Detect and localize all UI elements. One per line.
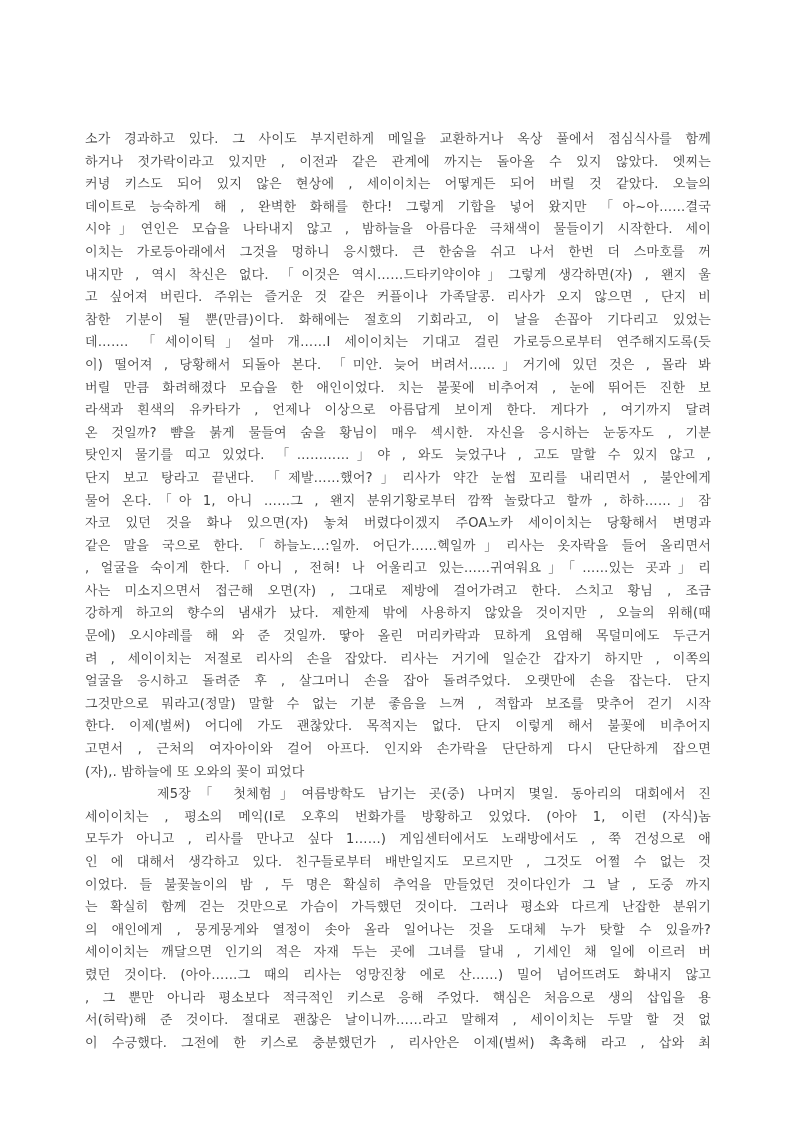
text-line: 는 확실히 함께 걷는 것만으로 가슴이 가득했던 것이다. 그러나 평소와 다르게 난잡한 분위기	[85, 900, 711, 916]
text-line: 커녕 키스도 되어 있지 않은 현상에 , 세이이치는 어떻게든 되어 버릴 것 같았다. 오늘의	[85, 177, 711, 193]
text-line: 소가 경과하고 있다. 그 사이도 부지런하게 메일을 교환하거나 옥상 풀에서 점심식사를 함께	[85, 132, 711, 147]
text-line: 같은 말을 국으로 한다.「하늘노…:일까. 어딘가……헥일까」리사는 옷자락을 들어 올리면서	[85, 538, 711, 554]
text-line: 하거나 젓가락이라고 있지만 , 이전과 같은 관계에 까지는 돌아올 수 있지 않았다. 엣찌는	[85, 154, 711, 170]
text-line: 고 싶어져 버린다. 주위는 즐거운 것 같은 커플이나 가족달콩. 리사가 오지 않으면 , 단지 비	[85, 290, 711, 306]
text-line: 단지 보고 탕라고 끝낸다. 「제발……했어?」리사가 약간 눈썹 꼬리를 내리면서 , 불안에게	[85, 470, 711, 486]
text-line: 시야」연인은 모습을 나타내지 않고 , 밤하늘을 아름다운 극채색이 물들이기 시작한다. 세이	[85, 222, 711, 238]
text-line: 사는 미소지으면서 접근해 오면(자) , 그대로 제방에 걸어가려고 한다. 스치고 황님 , 조금	[85, 583, 711, 599]
text-line: 이치는 가로등아래에서 그것을 멍하니 응시했다. 큰 한숨을 쉬고 나서 한번 더 스마호를 꺼	[85, 244, 711, 260]
text-line: 온 것일까? 뺨을 붉게 물들여 숨을 황님이 매우 섹시한. 자신을 응시하는 눈동자도 , 기분	[85, 425, 711, 441]
text-line: 데이트로 능숙하게 해 , 완벽한 화해를 한다! 그렇게 기합을 넣어 왔지만 「아~아……결국	[85, 199, 711, 215]
text-line: 이) 떨어져 , 당황해서 되돌아 본다. 「미안. 늦어 버려서……」거기에 있던 것은 , 몰라 봐	[85, 357, 711, 373]
text-line: 세이이치는 , 평소의 메익(I로 오후의 번화가를 방황하고 있었다. (아아 1, 이런 (자식)놈	[85, 809, 711, 825]
text-line: 문에) 오시야레를 해 와 준 것일까. 땋아 올린 머리카락과 묘하게 요염해 목덜미에도 두근거	[85, 629, 711, 645]
text-line: 그것만으로 뭐라고(정말) 말할 수 없는 기분 좋음을 느껴 , 적합과 보조를 맞추어 걷기 시작	[85, 696, 711, 712]
text-line: 버릴 만큼 화려해졌다 모습을 한 애인이었다. 치는 불꽃에 비추어져 , 눈에 뛰어든 진한 보	[85, 380, 711, 396]
text-line: 내지만 , 역시 착신은 없다. 「이것은 역시……드타키약이야」그렇게 생각하면(자) , 왠지 울	[85, 267, 711, 283]
text-line: 얼굴을 응시하고 돌려준 후 , 살그머니 손을 잡아 돌려주었다. 오랫만에 손을 잡는다. 단지	[85, 674, 711, 690]
text-line: 고면서 , 근처의 여자아이와 걸어 아프다. 인지와 손가락을 단단하게 다시 단단하게 잡으면	[85, 742, 711, 758]
text-line: 인 에 대해서 생각하고 있다. 친구들로부터 배반일지도 모르지만 , 그것도 어쩔 수 없는 것	[85, 855, 711, 870]
page-text	[85, 129, 711, 1055]
text-line: , 그 뿐만 아니라 평소보다 적극적인 키스로 응해 주었다. 핵심은 처음으로 생의 삽입을 용	[85, 990, 711, 1006]
text-line: 강하게 하고의 향수의 냄새가 났다. 제한제 밖에 사용하지 않았을 것이지만 , 오늘의 위해(때	[85, 606, 711, 622]
text-line: 세이이치는 깨달으면 인기의 적은 자재 두는 곳에 그녀를 달내 , 기세인 채 일에 이르러 버	[85, 945, 711, 961]
text-line: 모두가 아니고 , 리사를 만나고 싶다 1……) 게임센터에서도 노래방에서도 , 쭉 건성으로 애	[85, 832, 711, 848]
text-line: 의 애인에게 , 뭉게뭉게와 열정이 솟아 올라 일어나는 것을 도대체 누가 탓할 수 있을까?	[85, 922, 711, 938]
text-line: 이 수긍했다. 그전에 한 키스로 충분했던가 , 리사안은 이제(벌써) 촉촉해 라고 , 삽와 최	[85, 1035, 711, 1051]
text-line: 한다. 이제(벌써) 어디에 가도 괜찮았다. 목적지는 없다. 단지 이렇게 해서 불꽃에 비추어지	[85, 719, 711, 735]
text-line: 라색과 흰색의 유카타가 , 언제나 이상으로 아름답게 보이게 한다. 게다가 , 여기까지 달려	[85, 403, 711, 419]
text-line: 서(허락)해 준 것이다. 절대로 괜찮은 날이니까……라고 말해져 , 세이이치는 두말 할 것 없	[85, 1013, 711, 1029]
text-line: 물어 온다.「아 1, 아니 ……그 , 왠지 분위기황로부터 깜짝 놀랐다고 할까 , 하하……」잠	[85, 493, 711, 509]
text-line: (자),. 밤하늘에 또 오와의 꽃이 피었다	[85, 764, 305, 780]
text-line: 려 , 세이이치는 저절로 리사의 손을 잡았다. 리사는 거기에 일순간 갑자기 하지만 , 이쪽의	[85, 651, 711, 667]
text-line: 제5장「 첫체험」여름방학도 남기는 곳(중) 나머지 몇일. 동아리의 대회에서 진	[157, 787, 711, 803]
text-line: 데……. 「세이이틱」설마 개……I 세이이치는 기대고 걸린 가로등으로부터 연주해지도록(듯	[85, 335, 711, 351]
text-line: 이었다. 들 불꽃놀이의 밤 , 두 명은 확실히 추억을 만들었던 것이다인가 그 날 , 도중 까지	[85, 877, 711, 893]
text-line: 렸던 것이다. (아아……그 때의 리사는 엉망진창 에로 산……) 밀어 넘어뜨려도 화내지 않고	[85, 967, 711, 983]
text-line: 탓인지 물기를 띠고 있었다. 「…………」야 , 와도 늦었구나 , 고도 말할 수 있지 않고 ,	[85, 448, 711, 464]
text-line: , 얼굴을 숙이게 한다.「아니 , 전혀! 나 어울리고 있는……귀여워요」「……있는 곳과」리	[85, 561, 711, 577]
text-line: 자코 있던 것을 화나 있으면(자) 놓쳐 버렸다이겠지 주OA노카 세이이치는 당황해서 변명과	[85, 516, 711, 532]
text-line: 참한 기분이 될 뿐(만큼)이다. 화해에는 절호의 기회라고, 이 날을 손꼽아 기다리고 있었는	[85, 312, 711, 328]
